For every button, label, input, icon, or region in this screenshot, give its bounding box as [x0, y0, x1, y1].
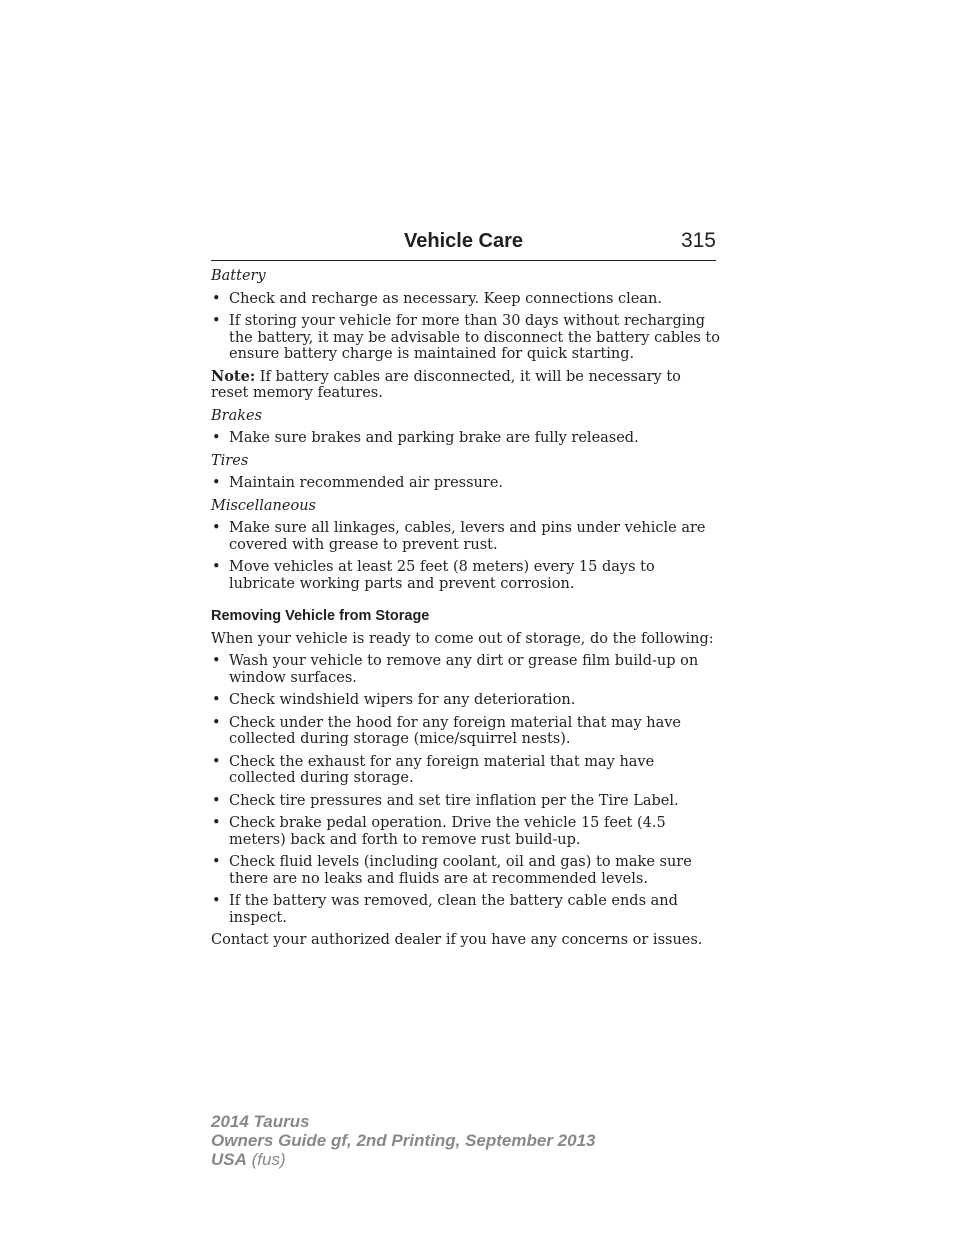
- tires-list: [211, 475, 721, 492]
- list-item: • Check windshield wipers for any deterioration.: [211, 692, 721, 709]
- brakes-heading: Brakes: [211, 407, 263, 424]
- removing-intro: When your vehicle is ready to come out of storage, do the following:: [211, 630, 714, 647]
- page-header: [211, 228, 716, 261]
- brakes-list: [211, 430, 721, 447]
- battery-list: [211, 291, 721, 363]
- footer-edition: Owners Guide gf, 2nd Printing, September 2013: [211, 1131, 596, 1150]
- footer-country: USA: [211, 1150, 247, 1169]
- list-item: • Check and recharge as necessary. Keep connections clean.: [211, 291, 721, 308]
- list-item: • Check under the hood for any foreign material that may have collected during storage (mice/squirrel nests).: [211, 715, 721, 748]
- battery-note: [211, 369, 721, 402]
- misc-heading: Miscellaneous: [211, 497, 316, 514]
- footer-code: (fus): [246, 1150, 286, 1169]
- list-item: • Maintain recommended air pressure.: [211, 475, 721, 492]
- list-item: • Check the exhaust for any foreign material that may have collected during storage.: [211, 754, 721, 787]
- list-item: • Make sure brakes and parking brake are fully released.: [211, 430, 721, 447]
- footer-model: 2014 Taurus: [211, 1112, 310, 1131]
- note-text: If battery cables are disconnected, it will be necessary to reset memory features.: [211, 368, 681, 401]
- removing-list: [211, 653, 721, 926]
- section-heading-removing: Removing Vehicle from Storage: [211, 608, 430, 624]
- page-title: Vehicle Care: [404, 230, 523, 252]
- list-item: • Move vehicles at least 25 feet (8 meters) every 15 days to lubricate working parts and prevent corrosion.: [211, 559, 721, 592]
- page-footer: [211, 1112, 595, 1169]
- misc-list: [211, 520, 721, 592]
- page-content: [211, 268, 721, 955]
- list-item: • Check fluid levels (including coolant, oil and gas) to make sure there are no leaks and fluids are at recommended levels.: [211, 854, 721, 887]
- list-item: • Make sure all linkages, cables, levers and pins under vehicle are covered with grease to prevent rust.: [211, 520, 721, 553]
- list-item: • If storing your vehicle for more than 30 days without recharging the battery, it may be advisable to disconnect the battery cables to ensure battery charge is maintained for quick starting.: [211, 313, 721, 363]
- removing-closing: Contact your authorized dealer if you have any concerns or issues.: [211, 932, 703, 948]
- note-label: Note:: [211, 367, 256, 385]
- list-item: • Wash your vehicle to remove any dirt or grease film build-up on window surfaces.: [211, 653, 721, 686]
- list-item: • Check tire pressures and set tire inflation per the Tire Label.: [211, 793, 721, 810]
- footer-market: [211, 1150, 595, 1169]
- list-item: • If the battery was removed, clean the battery cable ends and inspect.: [211, 893, 721, 926]
- list-item: • Check brake pedal operation. Drive the vehicle 15 feet (4.5 meters) back and forth to remove rust build-up.: [211, 815, 721, 848]
- page-number: 315: [680, 229, 716, 252]
- battery-heading: Battery: [211, 268, 266, 284]
- tires-heading: Tires: [211, 452, 249, 469]
